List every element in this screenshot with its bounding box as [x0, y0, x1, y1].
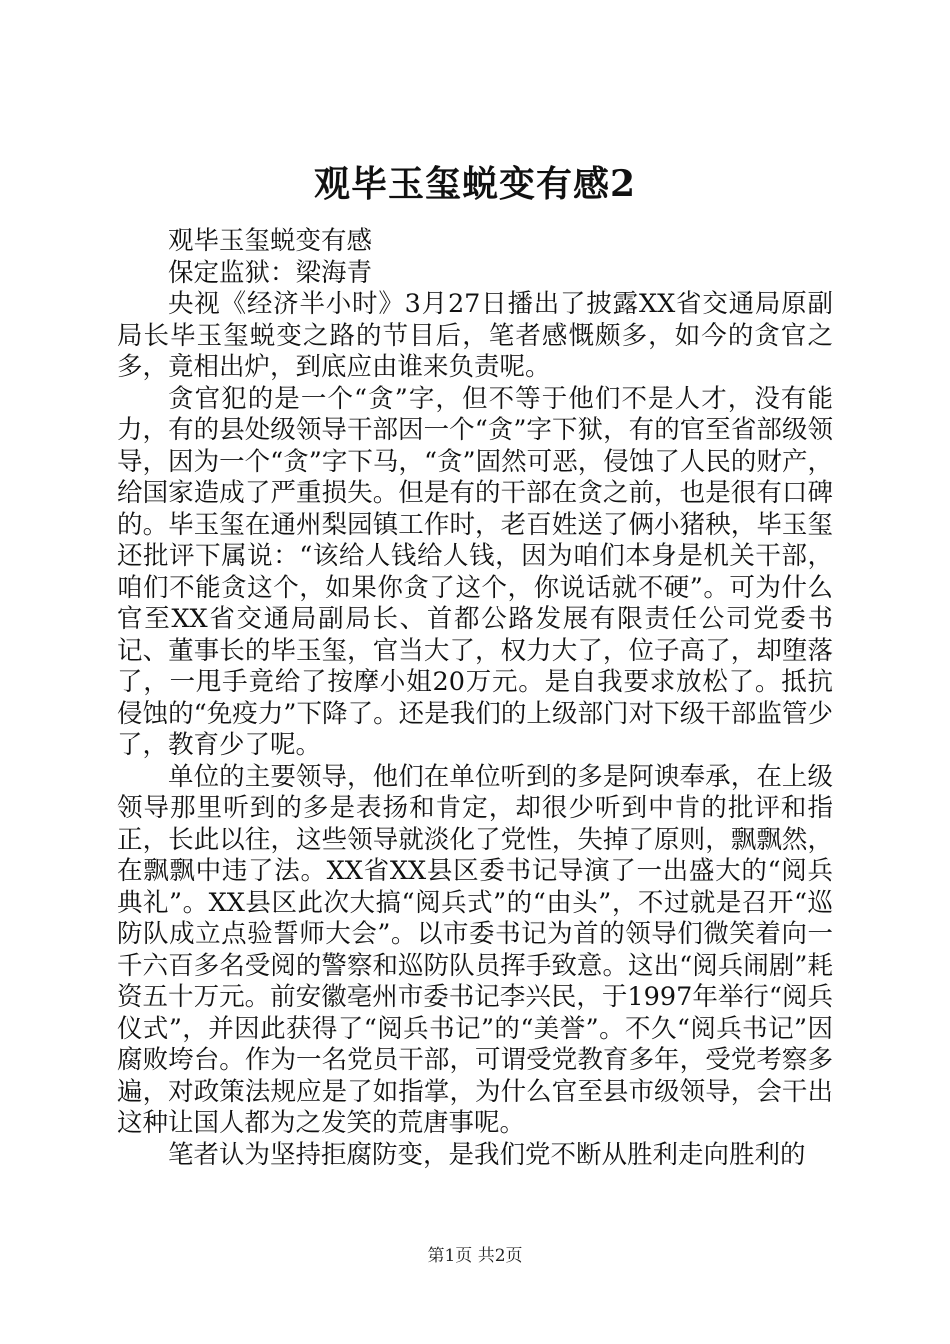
document-title: 观毕玉玺蜕变有感2 — [313, 163, 637, 205]
document-body — [117, 226, 833, 1171]
paragraph: 央视《经济半小时》3月27日播出了披露XX省交通局原副局长毕玉玺蜕变之路的节目后，笔者感慨颇多，如今的贪官之多，竟相出炉，到底应由谁来负责呢。 — [117, 289, 833, 382]
paragraph-subtitle: 观毕玉玺蜕变有感 — [168, 226, 373, 256]
paragraph: 单位的主要领导，他们在单位听到的多是阿谀奉承，在上级领导那里听到的多是表扬和肯定，却很少听到中肯的批评和指正，长此以往，这些领导就淡化了党性，失掉了原则，飘飘然，在飘飘中违了法。XX省XX县区委书记导演了一出盛大的“阅兵典礼”。XX县区此次大搞“阅兵式”的“由头”，不过就是召开“巡防队成立点验誓师大会”。以市委书记为首的领导们微笑着向一千六百多名受阅的警察和巡防队员挥手致意。这出“阅兵闹剧”耗资五十万元。前安徽亳州市委书记李兴民，于1997年举行“阅兵仪式”，并因此获得了“阅兵书记”的“美誉”。不久“阅兵书记”因腐败垮台。作为一名党员干部，可谓受党教育多年，受党考察多遍，对政策法规应是了如指掌，为什么官至县市级领导，会干出这种让国人都为之发笑的荒唐事呢。 — [117, 761, 833, 1138]
paragraph: 贪官犯的是一个“贪”字，但不等于他们不是人才，没有能力，有的县处级领导干部因一个“贪”字下狱，有的官至省部级领导，因为一个“贪”字下马，“贪”固然可恶，侵蚀了人民的财产，给国家造成了严重损失。但是有的干部在贪之前，也是很有口碑的。毕玉玺在通州梨园镇工作时，老百姓送了俩小猪秧，毕玉玺还批评下属说：“该给人钱给人钱，因为咱们本身是机关干部，咱们不能贪这个，如果你贪了这个，你说话就不硬”。可为什么官至XX省交通局副局长、首都公路发展有限责任公司党委书记、董事长的毕玉玺，官当大了，权力大了，位子高了，却堕落了，一甩手竟给了按摩小姐20万元。是自我要求放松了。抵抗侵蚀的“免疫力”下降了。还是我们的上级部门对下级干部监管少了，教育少了呢。 — [117, 383, 833, 760]
paragraph: 笔者认为坚持拒腐防变，是我们党不断从胜利走向胜利的 — [168, 1139, 806, 1170]
paragraph-author: 保定监狱：梁海青 — [168, 257, 373, 288]
page-number-footer: 第1页 共2页 — [427, 1246, 523, 1266]
